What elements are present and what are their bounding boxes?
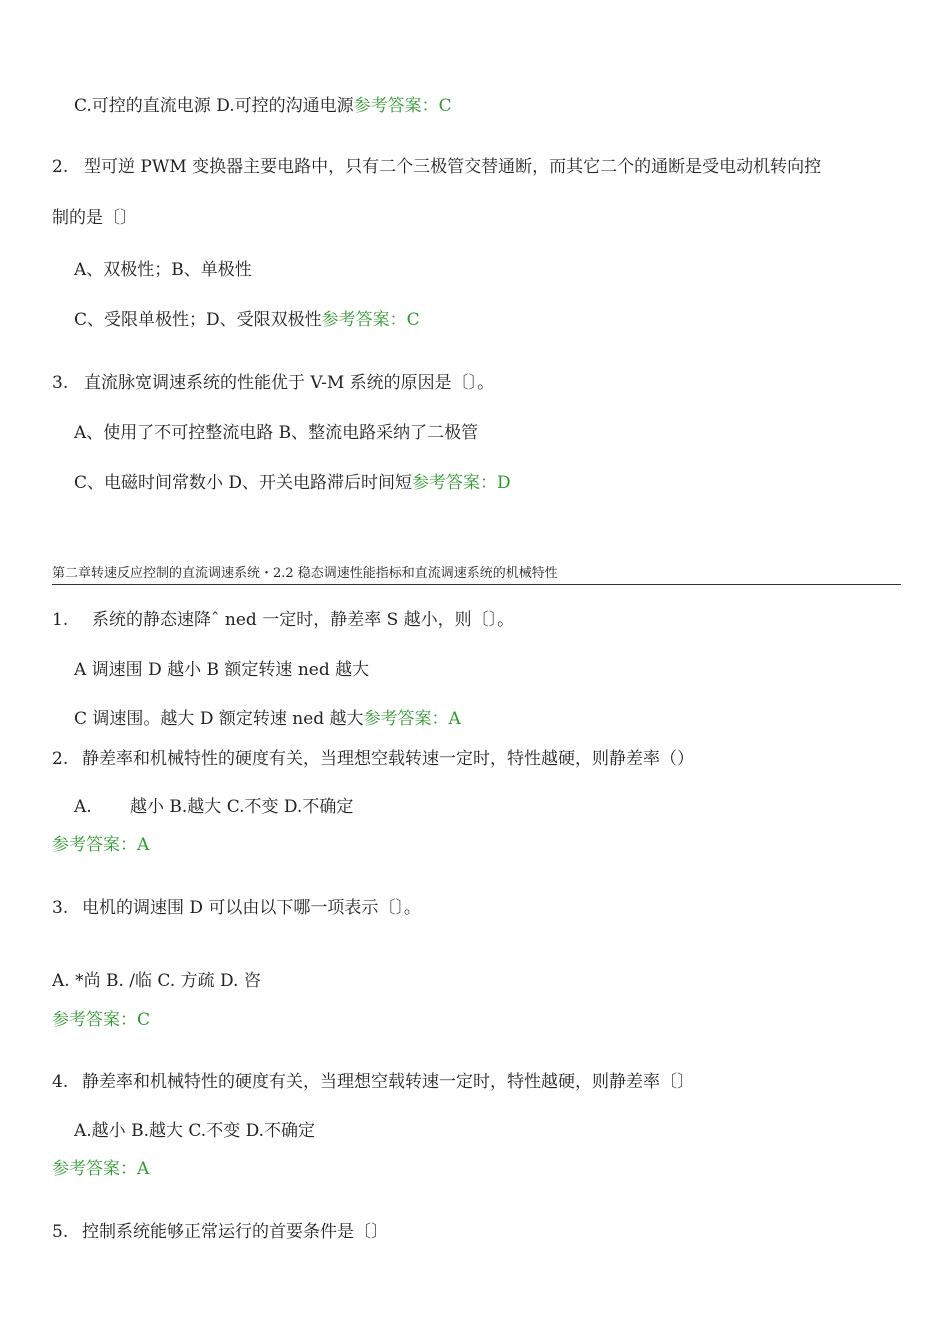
answer-label: 参考答案：A: [363, 709, 461, 729]
question-2-text-line2: 制的是〔〕: [52, 208, 137, 228]
question-2-options-ab: A、双极性；B、单极性: [74, 260, 252, 280]
question-3-text: [52, 372, 494, 394]
section-question-3-answer: 参考答案：C: [52, 1010, 151, 1030]
answer-label: 参考答案：C: [353, 96, 452, 116]
question-number: 4.: [52, 1072, 69, 1092]
section-question-3-text: [52, 897, 421, 919]
section-question-4-options: A.越小 B.越大 C.不变 D.不确定: [74, 1121, 316, 1141]
question-3-options-ab: A、使用了不可控整流电路 B、整流电路采纳了二极管: [74, 423, 479, 443]
section-question-4-text: [52, 1071, 694, 1093]
option-text: C.可控的直流电源 D.可控的沟通电源: [74, 96, 354, 116]
question-text: 静差率和机械特性的硬度有关，当理想空载转速一定时，特性越硬，则静差率〔〕: [82, 1072, 694, 1092]
option-text: 越小 B.越大 C.不变 D.不确定: [130, 797, 354, 817]
question-text: 系统的静态速降ˆ ned 一定时，静差率 S 越小，则〔〕。: [92, 610, 515, 630]
question-number: 1.: [52, 610, 69, 630]
question-text: 直流脉宽调速系统的性能优于 V-M 系统的原因是〔〕。: [84, 373, 495, 393]
question-options-cd: [74, 95, 452, 117]
answer-label: 参考答案：C: [321, 310, 420, 330]
question-2-options-cd: [74, 309, 420, 331]
section-question-2-text: [52, 748, 694, 770]
section-question-1-text: [52, 609, 514, 631]
question-number: 3.: [52, 373, 69, 393]
section-question-1-options-cd: [74, 708, 461, 730]
option-text: C 调速围。越大 D 额定转速 ned 越大: [74, 709, 364, 729]
option-text: C、受限单极性；D、受限双极性: [74, 310, 322, 330]
question-number: 3.: [52, 898, 69, 918]
section-question-2-options: [74, 796, 353, 818]
answer-label: 参考答案：D: [412, 473, 511, 493]
question-3-options-cd: [74, 472, 511, 494]
question-number: 2.: [52, 157, 69, 177]
question-text: 控制系统能够正常运行的首要条件是〔〕: [82, 1222, 388, 1242]
question-text: 电机的调速围 D 可以由以下哪一项表示〔〕。: [82, 898, 421, 918]
question-number: 2.: [52, 749, 69, 769]
question-2-text-line1: [52, 156, 821, 178]
option-a-label: A.: [74, 797, 92, 817]
question-text: 静差率和机械特性的硬度有关，当理想空载转速一定时，特性越硬，则静差率（）: [82, 749, 694, 769]
option-text: C、电磁时间常数小 D、开关电路滞后时间短: [74, 473, 413, 493]
section-question-5-text: [52, 1221, 388, 1243]
question-number: 5.: [52, 1222, 69, 1242]
section-question-4-answer: 参考答案：A: [52, 1159, 150, 1179]
section-question-1-options-ab: A 调速围 D 越小 B 额定转速 ned 越大: [74, 660, 370, 680]
question-text: 型可逆 PWM 变换器主要电路中，只有二个三极管交替通断，而其它二个的通断是受电动机转向控: [84, 157, 822, 177]
section-question-3-options: A. *尚 B. /临 C. 方疏 D. 咨: [52, 971, 261, 991]
section-question-2-answer: 参考答案：A: [52, 835, 150, 855]
section-header: 第二章转速反应控制的直流调速系统・2.2 稳态调速性能指标和直流调速系统的机械特性: [52, 565, 901, 585]
